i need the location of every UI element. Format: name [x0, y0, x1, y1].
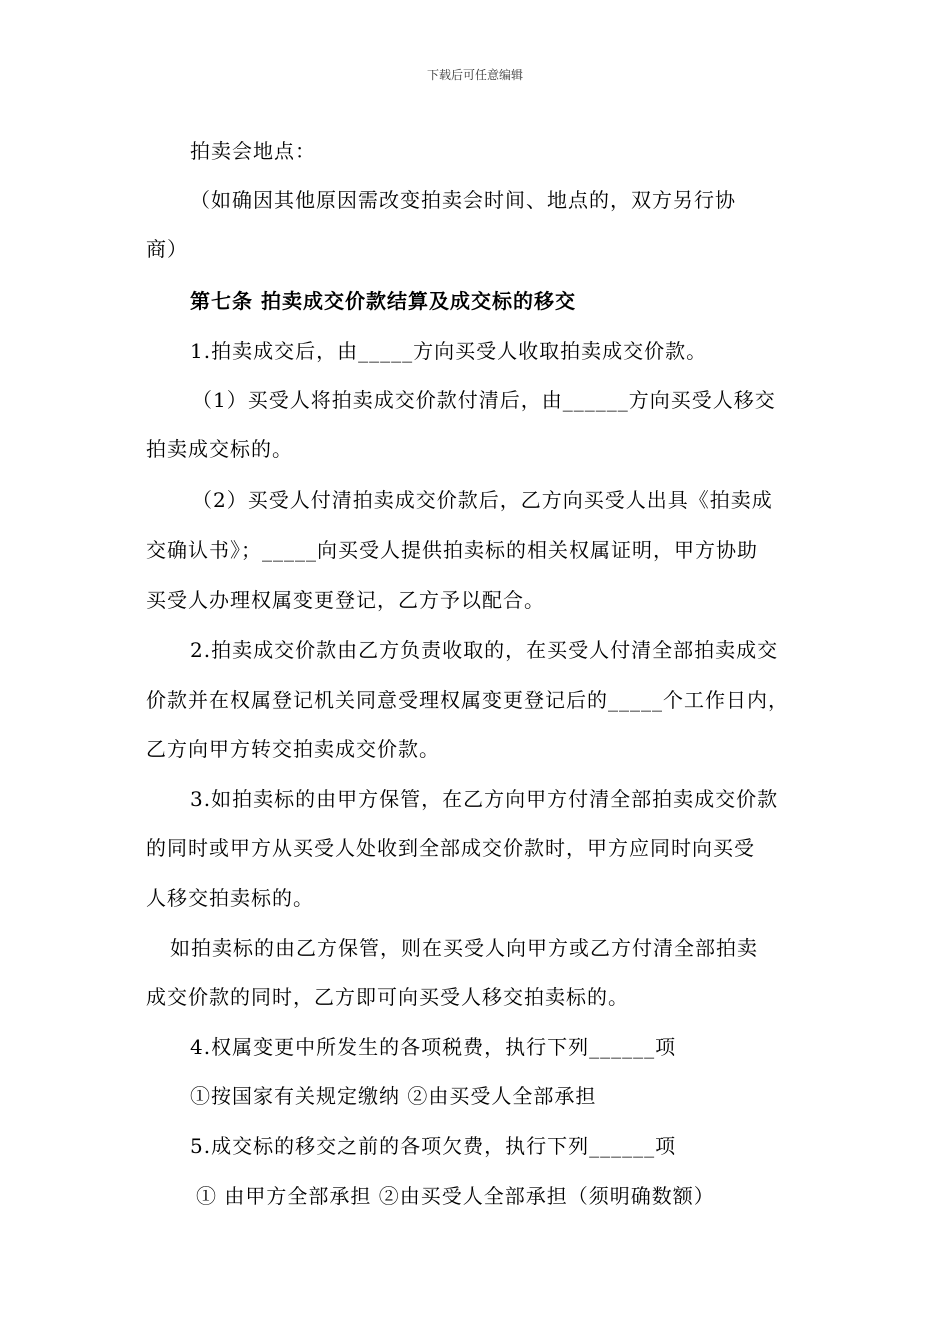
- clause-4: 4.权属变更中所发生的各项税费，执行下列______项: [190, 1035, 677, 1059]
- clause-2-cont1: 价款并在权属登记机关同意受理权属变更登记后的_____个工作日内，: [146, 688, 789, 712]
- article-seven-heading: 第七条 拍卖成交价款结算及成交标的移交: [190, 289, 576, 313]
- clause-1-sub1-cont: 拍卖成交标的。: [146, 437, 293, 461]
- clause-2: 2.拍卖成交价款由乙方负责收取的，在买受人付清全部拍卖成交: [190, 638, 779, 662]
- clause-2-cont2: 乙方向甲方转交拍卖成交价款。: [146, 737, 440, 761]
- clause-1-sub1: （1）买受人将拍卖成交价款付清后，由______方向买受人移交: [192, 388, 776, 412]
- clause-3: 3.如拍卖标的由甲方保管，在乙方向甲方付清全部拍卖成交价款: [190, 787, 779, 811]
- clause-1-sub2-cont1: 交确认书》；_____向买受人提供拍卖标的相关权属证明，甲方协助: [146, 538, 758, 562]
- clause-4-options: ①按国家有关规定缴纳 ②由买受人全部承担: [190, 1084, 597, 1108]
- line-change-note: （如确因其他原因需改变拍卖会时间、地点的，双方另行协: [190, 188, 736, 212]
- clause-1-sub2: （2）买受人付清拍卖成交价款后，乙方向买受人出具《拍卖成: [192, 488, 773, 512]
- clause-5: 5.成交标的移交之前的各项欠费，执行下列______项: [190, 1134, 677, 1158]
- clause-3-cont1: 的同时或甲方从买受人处收到全部成交价款时，甲方应同时向买受: [146, 836, 755, 860]
- clause-3-alt: 如拍卖标的由乙方保管，则在买受人向甲方或乙方付清全部拍卖: [170, 936, 758, 960]
- clause-1: 1.拍卖成交后，由_____方向买受人收取拍卖成交价款。: [190, 339, 708, 363]
- clause-3-alt-cont: 成交价款的同时，乙方即可向买受人移交拍卖标的。: [146, 985, 629, 1009]
- clause-3-cont2: 人移交拍卖标的。: [146, 886, 314, 910]
- clause-1-sub2-cont2: 买受人办理权属变更登记，乙方予以配合。: [146, 588, 545, 612]
- line-change-note-cont: 商）: [146, 237, 188, 261]
- page-header-note: 下载后可任意编辑: [426, 68, 523, 82]
- line-auction-location: 拍卖会地点：: [190, 139, 316, 163]
- clause-5-options: ① 由甲方全部承担 ②由买受人全部承担（须明确数额）: [196, 1184, 715, 1208]
